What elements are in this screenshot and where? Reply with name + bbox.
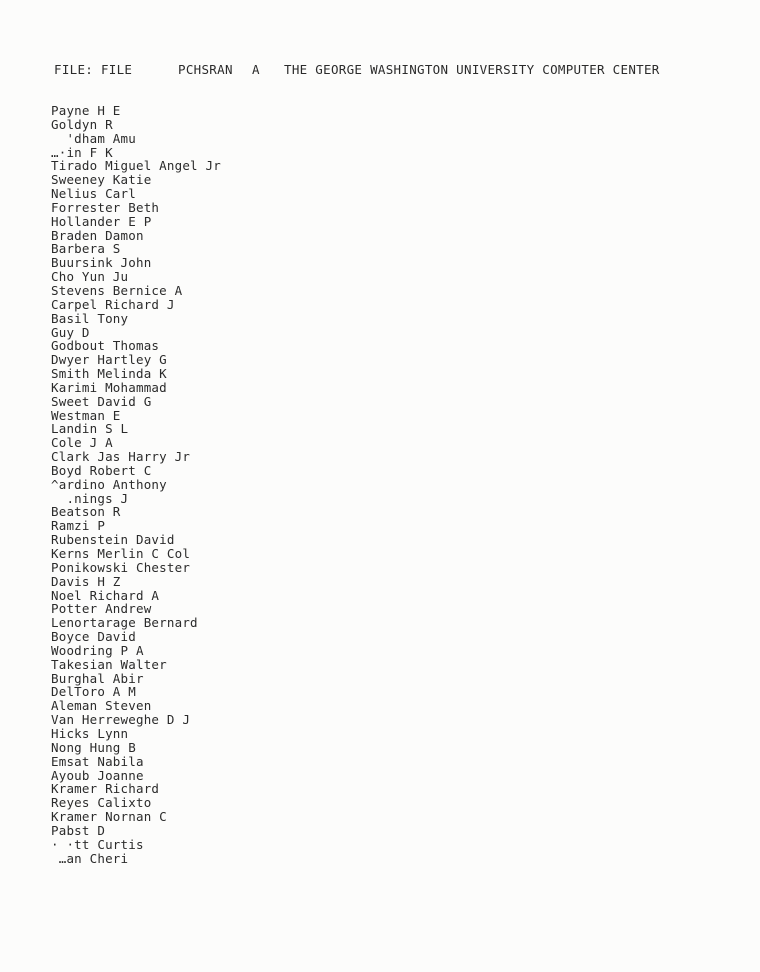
name-list: [51, 104, 221, 865]
printout-title: THE GEORGE WASHINGTON UNIVERSITY COMPUTER CENTER: [284, 62, 660, 77]
list-item: Potter Andrew: [51, 601, 152, 617]
list-item: Karimi Mohammad: [51, 379, 167, 395]
list-item: Cole J A: [51, 435, 113, 451]
list-item: Pabst D: [51, 822, 106, 838]
list-item: Takesian Walter: [51, 656, 167, 672]
program-version: A: [252, 62, 260, 77]
list-item: Dwyer Hartley G: [51, 352, 167, 368]
list-item: Buursink John: [51, 255, 152, 271]
list-item: Sweet David G: [51, 393, 152, 409]
list-item: Kerns Merlin C Col: [51, 546, 191, 561]
list-item: Westman E: [51, 407, 121, 423]
list-item: Davis H Z: [51, 573, 121, 589]
list-item: 'dham Amu: [51, 130, 136, 146]
list-item: Lenortarage Bernard: [51, 615, 198, 631]
list-item: Burghal Abir: [51, 670, 144, 686]
list-item: Landin S L: [51, 421, 129, 437]
list-item: Goldyn R: [51, 116, 113, 132]
list-item: Hicks Lynn: [51, 725, 129, 741]
list-item: Boyce David: [51, 629, 136, 645]
list-item: Forrester Beth: [51, 199, 160, 215]
list-item: Stevens Bernice A: [51, 282, 183, 298]
list-item: Boyd Robert C: [51, 462, 152, 478]
list-item: Sweeney Katie: [51, 172, 152, 188]
list-item: Kramer Nornan C: [51, 809, 167, 825]
list-item: DelToro A M: [51, 684, 136, 700]
list-item: Van Herreweghe D J: [51, 712, 191, 728]
list-item: Smith Melinda K: [51, 366, 167, 382]
list-item: Barbera S: [51, 241, 121, 257]
list-item: Braden Damon: [51, 227, 144, 243]
list-item: Kramer Richard: [51, 781, 160, 797]
list-item: Ponikowski Chester: [51, 559, 191, 575]
list-item: Payne H E: [51, 103, 121, 118]
list-item: Guy D: [51, 324, 90, 340]
list-item: Tirado Miguel Angel Jr: [51, 158, 221, 174]
list-item: Ramzi P: [51, 518, 106, 534]
list-item: Carpel Richard J: [51, 296, 175, 312]
printout-header: [54, 62, 660, 77]
list-item: Godbout Thomas: [51, 338, 160, 354]
list-item: Woodring P A: [51, 642, 144, 658]
list-item: Nong Hung B: [51, 739, 136, 755]
list-item: Emsat Nabila: [51, 753, 144, 769]
list-item: .nings J: [51, 490, 129, 506]
list-item: Basil Tony: [51, 310, 129, 326]
list-item: ^ardino Anthony: [51, 476, 167, 492]
list-item: Hollander E P: [51, 213, 152, 229]
list-item: Ayoub Joanne: [51, 767, 144, 783]
list-item: Beatson R: [51, 504, 121, 520]
list-item: …an Cheri: [51, 850, 129, 866]
list-item: Aleman Steven: [51, 698, 152, 714]
list-item: Rubenstein David: [51, 532, 175, 548]
list-item: Reyes Calixto: [51, 795, 152, 811]
list-item: …·in F K: [51, 144, 113, 160]
list-item: · ·tt Curtis: [51, 836, 144, 852]
program-name: PCHSRAN: [178, 62, 233, 77]
list-item: Nelius Carl: [51, 186, 136, 202]
list-item: Noel Richard A: [51, 587, 160, 603]
file-label: FILE: FILE: [54, 62, 133, 77]
list-item: Clark Jas Harry Jr: [51, 449, 191, 465]
list-item: Cho Yun Ju: [51, 269, 129, 285]
